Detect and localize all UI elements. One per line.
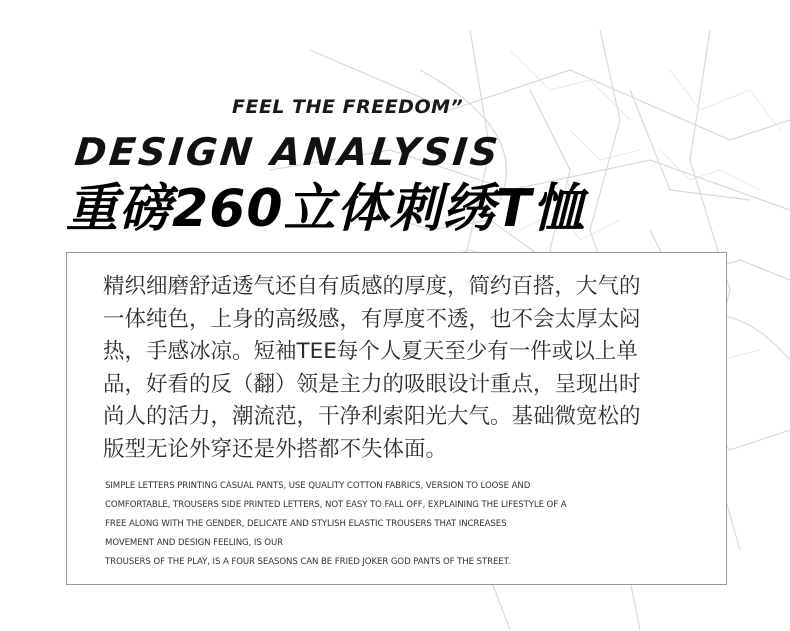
description-card — [66, 252, 727, 585]
cn-line: 版型无论外穿还是外搭都不失体面。 — [103, 436, 448, 462]
en-line: FREE ALONG WITH THE GENDER, DELICATE AND STYLISH ELASTIC TROUSERS THAT INCREASES — [105, 519, 507, 529]
en-line: TROUSERS OF THE PLAY, IS A FOUR SEASONS CAN BE FRIED JOKER GOD PANTS OF THE STREET. — [105, 557, 511, 567]
cn-line: 品，好看的反（翻）领是主力的吸眼设计重点，呈现出时 — [103, 371, 641, 397]
cn-line: 精织细磨舒适透气还自有质感的厚度，简约百搭，大气的 — [103, 274, 641, 299]
cn-line: 尚人的活力，潮流范，干净利索阳光大气。基础微宽松的 — [103, 404, 641, 429]
cn-line: 热，手感冰凉。短袖TEE每个人夏天至少有一件或以上单 — [103, 339, 638, 364]
cn-line: 一体纯色，上身的高级感，有厚度不透，也不会太厚太闷 — [103, 306, 641, 332]
chinese-description — [103, 271, 703, 466]
en-line: COMFORTABLE, TROUSERS SIDE PRINTED LETTERS, NOT EASY TO FALL OFF, EXPLAINING THE LIFESTYLE OF A — [105, 500, 567, 510]
en-line: SIMPLE LETTERS PRINTING CASUAL PANTS, USE QUALITY COTTON FABRICS, VERSION TO LOOSE AND — [105, 481, 531, 491]
tagline: FEEL THE FREEDOM” — [232, 96, 464, 118]
english-title: DESIGN ANALYSIS — [72, 130, 503, 174]
english-description — [105, 477, 705, 572]
chinese-title: 重磅260立体刺绣T恤 — [66, 179, 586, 239]
en-line: MOVEMENT AND DESIGN FEELING, IS OUR — [105, 538, 284, 548]
